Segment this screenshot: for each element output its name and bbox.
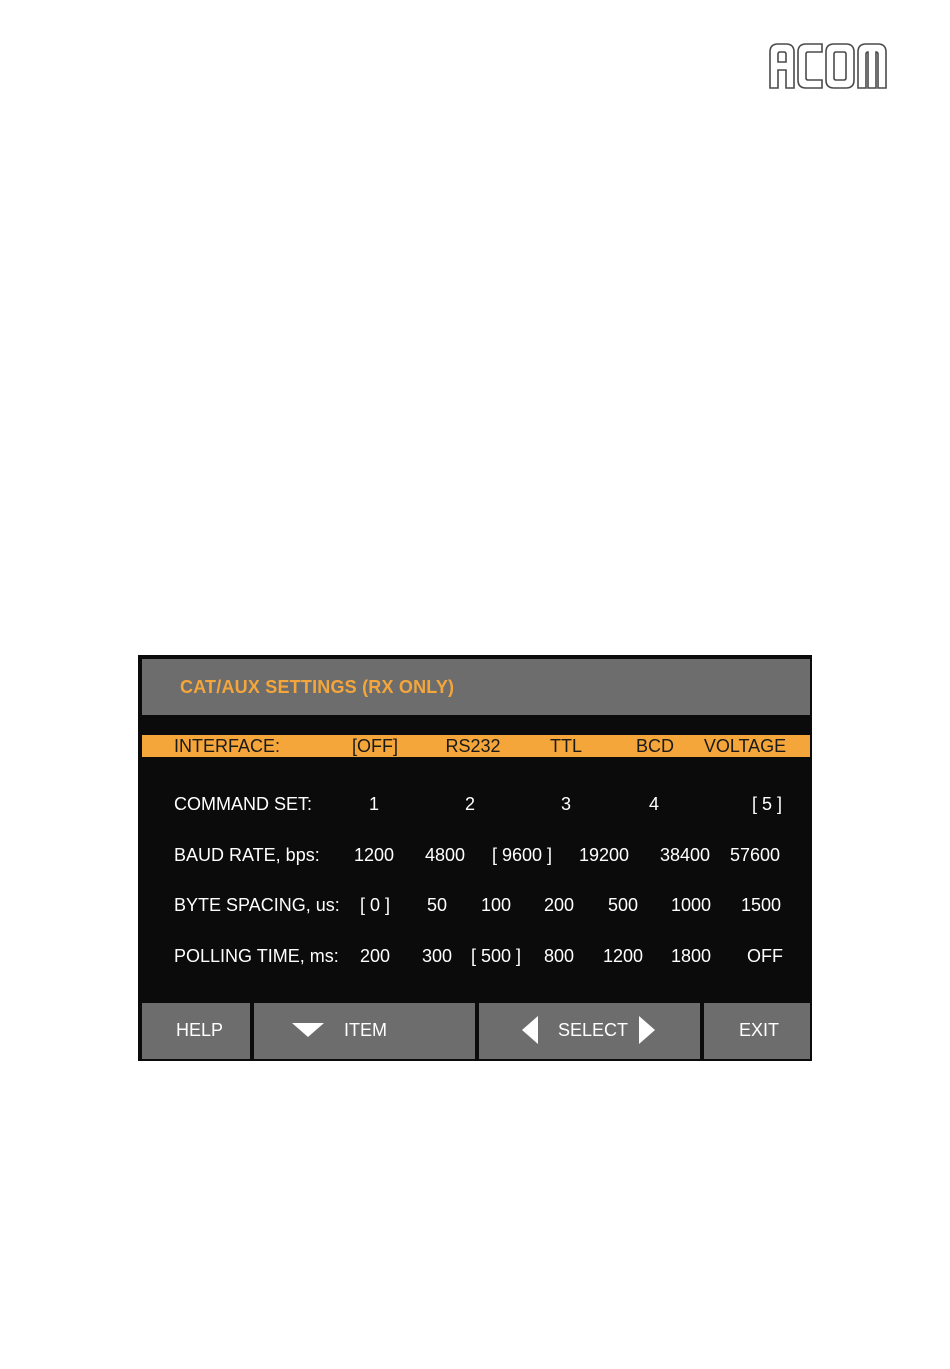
acom-logo-mark — [766, 40, 890, 92]
interface-row[interactable] — [142, 735, 810, 757]
baud-rate-option-38400[interactable]: 38400 — [659, 845, 711, 865]
polling-time-option-500[interactable]: [ 500 ] — [470, 946, 522, 966]
command-set-label: COMMAND SET: — [174, 794, 313, 814]
byte-spacing-option-500[interactable]: 500 — [607, 895, 639, 915]
command-set-option-3[interactable]: 3 — [560, 794, 572, 814]
polling-time-option-300[interactable]: 300 — [421, 946, 453, 966]
item-button[interactable] — [254, 1003, 475, 1059]
baud-rate-option-1200[interactable]: 1200 — [353, 845, 395, 865]
byte-spacing-option-1500[interactable]: 1500 — [740, 895, 782, 915]
baud-rate-option-57600[interactable]: 57600 — [729, 845, 781, 865]
interface-label: INTERFACE: — [174, 736, 281, 756]
help-button-label: HELP — [176, 1020, 224, 1040]
exit-button[interactable] — [704, 1003, 810, 1059]
help-button[interactable] — [142, 1003, 250, 1059]
triangle-right-icon — [639, 1016, 655, 1044]
polling-time-option-1200[interactable]: 1200 — [602, 946, 644, 966]
byte-spacing-option-1000[interactable]: 1000 — [670, 895, 712, 915]
select-button-label: SELECT — [558, 1020, 629, 1040]
baud-rate-label: BAUD RATE, bps: — [174, 845, 320, 865]
byte-spacing-option-100[interactable]: 100 — [480, 895, 512, 915]
interface-option-off[interactable]: [OFF] — [352, 736, 398, 756]
triangle-left-icon — [522, 1016, 538, 1044]
polling-time-label: POLLING TIME, ms: — [174, 946, 339, 966]
baud-rate-option-4800[interactable]: 4800 — [424, 845, 466, 865]
byte-spacing-label: BYTE SPACING, us: — [174, 895, 340, 915]
byte-spacing-option-50[interactable]: 50 — [426, 895, 448, 915]
polling-time-row[interactable] — [142, 944, 810, 968]
polling-time-option-off[interactable]: OFF — [747, 946, 783, 966]
byte-spacing-row[interactable] — [142, 893, 810, 917]
softkey-bar — [142, 1003, 810, 1059]
polling-time-option-1800[interactable]: 1800 — [670, 946, 712, 966]
polling-time-option-800[interactable]: 800 — [543, 946, 575, 966]
exit-button-label: EXIT — [739, 1020, 780, 1040]
screen-title: CAT/AUX SETTINGS (RX ONLY) — [180, 677, 455, 697]
baud-rate-row[interactable] — [142, 843, 810, 867]
interface-option-bcd[interactable]: BCD — [635, 736, 675, 756]
command-set-option-1[interactable]: 1 — [368, 794, 380, 814]
select-button[interactable] — [479, 1003, 700, 1059]
triangle-down-icon — [292, 1023, 324, 1037]
interface-option-voltage[interactable]: VOLTAGE — [703, 736, 787, 756]
interface-option-rs232[interactable]: RS232 — [445, 736, 501, 756]
baud-rate-option-9600[interactable]: [ 9600 ] — [491, 845, 553, 865]
title-bar — [142, 659, 810, 715]
byte-spacing-option-200[interactable]: 200 — [543, 895, 575, 915]
command-set-option-5[interactable]: [ 5 ] — [751, 794, 783, 814]
cat-aux-settings-screen — [138, 655, 812, 1061]
baud-rate-option-19200[interactable]: 19200 — [578, 845, 630, 865]
acom-logo — [766, 40, 890, 92]
item-button-label: ITEM — [344, 1020, 387, 1040]
byte-spacing-option-0[interactable]: [ 0 ] — [359, 895, 391, 915]
command-set-option-2[interactable]: 2 — [464, 794, 476, 814]
command-set-option-4[interactable]: 4 — [648, 794, 660, 814]
interface-option-ttl[interactable]: TTL — [549, 736, 583, 756]
polling-time-option-200[interactable]: 200 — [359, 946, 391, 966]
command-set-row[interactable] — [142, 792, 810, 816]
